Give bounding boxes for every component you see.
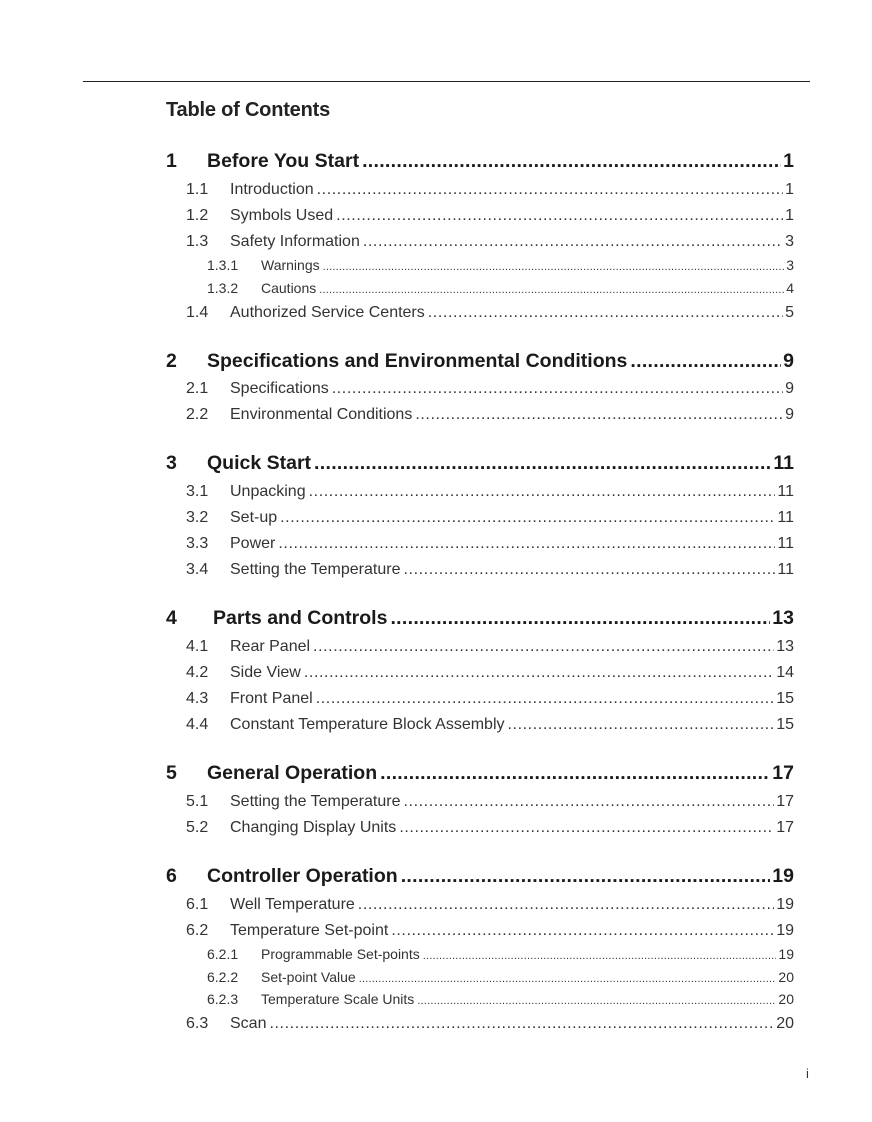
toc-number: 4.1 <box>186 638 209 655</box>
toc-entry-1-3-1[interactable] <box>207 257 794 273</box>
dot-leader <box>313 638 774 656</box>
toc-entry-1-2[interactable] <box>186 207 794 225</box>
toc-page: 19 <box>776 922 794 939</box>
toc-number: 3.1 <box>186 483 209 500</box>
toc-title: Front Panel <box>230 690 313 707</box>
dot-leader <box>403 561 775 579</box>
dot-leader <box>415 406 783 424</box>
dot-leader <box>401 865 771 888</box>
toc-page: 3 <box>785 233 794 250</box>
dot-leader <box>423 946 777 962</box>
toc-title: Warnings <box>261 257 320 273</box>
toc-entry-2-1[interactable] <box>186 380 794 398</box>
toc-entry-3-3[interactable] <box>186 535 794 553</box>
toc-entry-6-2[interactable] <box>186 922 794 940</box>
toc-number: 4 <box>166 607 177 629</box>
toc-entry-5[interactable] <box>166 762 794 785</box>
toc-title: Safety Information <box>230 233 360 250</box>
toc-page: 11 <box>777 483 794 500</box>
toc-title: Set-up <box>230 509 278 526</box>
toc-title: Introduction <box>230 181 314 198</box>
toc-title: Side View <box>230 664 301 681</box>
toc-entry-6-2-2[interactable] <box>207 969 794 985</box>
toc-page: 4 <box>786 280 794 296</box>
toc-number: 2.1 <box>186 380 209 397</box>
toc-page: 20 <box>778 969 794 985</box>
toc-page: 20 <box>776 1015 794 1032</box>
toc-page: 19 <box>778 946 794 962</box>
toc-entry-4-4[interactable] <box>186 716 794 734</box>
toc-page: 17 <box>776 793 794 810</box>
toc-number: 1.2 <box>186 207 209 224</box>
toc-number: 4.4 <box>186 716 209 733</box>
toc-number: 3.4 <box>186 561 209 578</box>
toc-page: 1 <box>785 181 794 198</box>
toc-number: 1.3 <box>186 233 209 250</box>
dot-leader <box>399 819 774 837</box>
dot-leader <box>309 483 776 501</box>
toc-page: 17 <box>772 762 794 784</box>
toc-title: Symbols Used <box>230 207 334 224</box>
page-number: i <box>806 1066 809 1081</box>
toc-title: Specifications <box>230 380 329 397</box>
toc-entry-1[interactable] <box>166 150 794 173</box>
toc-title: Changing Display Units <box>230 819 397 836</box>
toc-number: 6.2.3 <box>207 991 239 1007</box>
dot-leader <box>403 793 774 811</box>
dot-leader <box>319 280 784 296</box>
toc-entry-6-2-3[interactable] <box>207 991 794 1007</box>
toc-number: 2 <box>166 350 177 372</box>
toc-page: 15 <box>776 690 794 707</box>
dot-leader <box>358 896 774 914</box>
toc-entry-6-1[interactable] <box>186 896 794 914</box>
toc-number: 5.1 <box>186 793 209 810</box>
toc-entry-2[interactable] <box>166 350 794 373</box>
toc-number: 3 <box>166 452 177 474</box>
toc-number: 6 <box>166 865 177 887</box>
toc-number: 6.2.2 <box>207 969 239 985</box>
toc-number: 3.2 <box>186 509 209 526</box>
dot-leader <box>359 969 777 985</box>
toc-page: 14 <box>776 664 794 681</box>
toc-page: 11 <box>777 535 794 552</box>
toc-title: Cautions <box>261 280 317 296</box>
toc-entry-6[interactable] <box>166 865 794 888</box>
toc-page: 1 <box>783 150 794 172</box>
toc-title: Temperature Set-point <box>230 922 389 939</box>
dot-leader <box>363 233 783 251</box>
dot-leader <box>269 1015 774 1033</box>
toc-title: Authorized Service Centers <box>230 304 425 321</box>
toc-entry-1-3-2[interactable] <box>207 280 794 296</box>
toc-number: 1.4 <box>186 304 209 321</box>
dot-leader <box>316 690 774 708</box>
toc-entry-5-2[interactable] <box>186 819 794 837</box>
toc-number: 1.3.1 <box>207 257 239 273</box>
toc-entry-4-3[interactable] <box>186 690 794 708</box>
toc-entry-3-1[interactable] <box>186 483 794 501</box>
toc-page: 13 <box>776 638 794 655</box>
toc-entry-3-4[interactable] <box>186 561 794 579</box>
dot-leader <box>314 452 771 475</box>
dot-leader <box>508 716 775 734</box>
header-rule <box>83 81 810 82</box>
toc-number: 1.3.2 <box>207 280 239 296</box>
toc-page: 9 <box>785 406 794 423</box>
toc-title: Environmental Conditions <box>230 406 413 423</box>
toc-page: 13 <box>772 607 794 629</box>
toc-page: 11 <box>777 561 794 578</box>
dot-leader <box>362 150 781 173</box>
page-title: Table of Contents <box>166 99 331 121</box>
toc-number: 5.2 <box>186 819 209 836</box>
toc-title: Parts and Controls <box>213 607 388 629</box>
toc-entry-6-3[interactable] <box>186 1015 794 1033</box>
dot-leader <box>428 304 783 322</box>
toc-entry-5-1[interactable] <box>186 793 794 811</box>
dot-leader <box>630 350 781 373</box>
dot-leader <box>380 762 770 785</box>
toc-page: 15 <box>776 716 794 733</box>
dot-leader <box>278 535 775 553</box>
toc-title: Setting the Temperature <box>230 793 401 810</box>
toc-page: 11 <box>773 452 794 474</box>
dot-leader <box>280 509 775 527</box>
toc-title: Setting the Temperature <box>230 561 401 578</box>
toc-title: Constant Temperature Block Assembly <box>230 716 505 733</box>
toc-page: 19 <box>776 896 794 913</box>
dot-leader <box>336 207 783 225</box>
toc-title: Well Temperature <box>230 896 355 913</box>
toc-number: 1 <box>166 150 177 172</box>
dot-leader <box>390 607 770 630</box>
dot-leader <box>304 664 774 682</box>
dot-leader <box>417 991 776 1007</box>
toc-title: Unpacking <box>230 483 306 500</box>
toc-page: 1 <box>785 207 794 224</box>
toc-entry-1-4[interactable] <box>186 304 794 322</box>
toc-page: 17 <box>776 819 794 836</box>
dot-leader <box>317 181 783 199</box>
toc-number: 6.2.1 <box>207 946 239 962</box>
toc-number: 6.2 <box>186 922 209 939</box>
toc-title: Controller Operation <box>207 865 398 887</box>
toc-title: General Operation <box>207 762 378 784</box>
toc-number: 3.3 <box>186 535 209 552</box>
toc-entry-3-2[interactable] <box>186 509 794 527</box>
toc-entry-1-1[interactable] <box>186 181 794 199</box>
toc-entry-4-2[interactable] <box>186 664 794 682</box>
toc-title: Set-point Value <box>261 969 356 985</box>
toc-title: Temperature Scale Units <box>261 991 415 1007</box>
toc-title: Specifications and Environmental Conditions <box>207 350 628 372</box>
toc-entry-4[interactable] <box>166 607 794 630</box>
toc-page: 11 <box>777 509 794 526</box>
toc-entry-3[interactable] <box>166 452 794 475</box>
toc-page: 9 <box>783 350 794 372</box>
toc-number: 2.2 <box>186 406 209 423</box>
dot-leader <box>391 922 774 940</box>
toc-entry-6-2-1[interactable] <box>207 946 794 962</box>
toc-entry-4-1[interactable] <box>186 638 794 656</box>
toc-title: Scan <box>230 1015 267 1032</box>
toc-title: Power <box>230 535 276 552</box>
toc-title: Programmable Set-points <box>261 946 420 962</box>
toc-title: Quick Start <box>207 452 312 474</box>
toc-number: 5 <box>166 762 177 784</box>
toc-number: 1.1 <box>186 181 209 198</box>
toc-page: 20 <box>778 991 794 1007</box>
toc-title: Rear Panel <box>230 638 311 655</box>
toc-title: Before You Start <box>207 150 360 172</box>
toc-number: 6.3 <box>186 1015 209 1032</box>
toc-entry-2-2[interactable] <box>186 406 794 424</box>
toc-number: 4.3 <box>186 690 209 707</box>
toc-number: 6.1 <box>186 896 209 913</box>
toc-number: 4.2 <box>186 664 209 681</box>
dot-leader <box>332 380 783 398</box>
toc-page: 5 <box>785 304 794 321</box>
toc-page: 3 <box>786 257 794 273</box>
toc-entry-1-3[interactable] <box>186 233 794 251</box>
toc-page: 9 <box>785 380 794 397</box>
dot-leader <box>323 257 785 273</box>
toc-page: 19 <box>772 865 794 887</box>
